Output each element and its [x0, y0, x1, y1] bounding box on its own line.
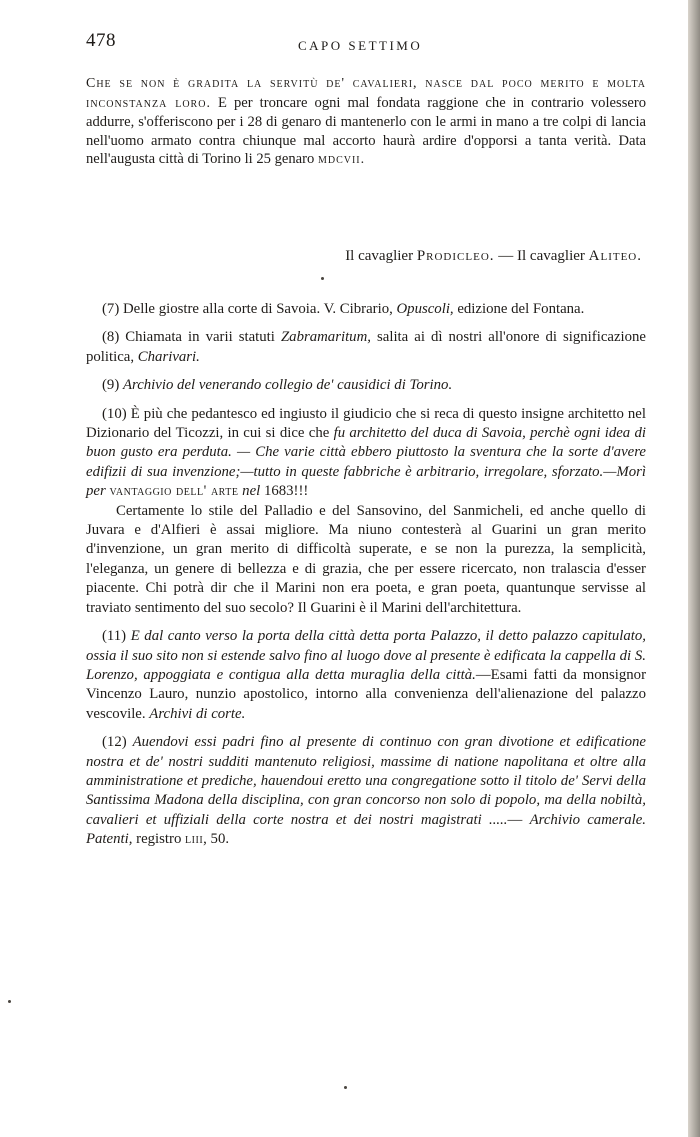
- note-10-year: 1683!!!: [263, 483, 309, 500]
- signature-name-prodicleo: Prodicleo.: [416, 248, 495, 264]
- note-8: [86, 328, 646, 367]
- note-9-italic: Archivio del venerando collegio de' causidici di Torino.: [122, 377, 453, 394]
- signature-prefix-1: Il cavaglier: [345, 248, 417, 264]
- note-12-italic-quote: Auendovi essi padri fino al presente di continuo con gran divotione et edificatione nostra et de' nostri sudditi mantenuto religiosi, massime di natione napolitana et oltre alla amministratione et prediche, hauendoui eretto una congregatione sotto il titolo de' Servi della Santissima Madona della disciplina, con gran concorso non solo di popolo, ma della nobiltà, cavalieri et uffiziali della corte nostra et dei nostri magistrati .....: [86, 734, 646, 828]
- note-8-text-mid: salita ai dì nostri all'onore di significazione politica,: [86, 329, 646, 365]
- note-10: [86, 405, 646, 502]
- ink-speck: [8, 1000, 11, 1003]
- page-header: [86, 30, 646, 60]
- note-11-italic-quote: E dal canto verso la porta della città detta porta Palazzo, il detto palazzo capitulato, ossia il suo sito non si estende salvo fino al luogo dove al presente è edificata la cappella di S. Lorenzo, appoggiata e contigua alla detta muraglia della città.: [86, 628, 646, 683]
- note-11-text: —Esami fatti da monsignor Vincenzo Lauro, nunzio apostolico, intorno alla convenienza dell'alienazione del palazzo vescovile.: [86, 666, 646, 722]
- note-10-italic-nel: nel: [238, 483, 264, 500]
- document-closing-paragraph: [86, 74, 646, 170]
- note-11-number: (11): [102, 628, 131, 645]
- note-8-italic: Zabramaritum,: [280, 329, 371, 346]
- note-10-italic-quote: fu architetto del duca di Savoia, perchè ogni idea di buon gusto era perduta. — Che varie città ebbero piuttosto la sventura che la sorte d'avere edifizii di sua invenzione;—tutto in queste fabbriche è arbitrario, irregolare, sforzato.—Morì per: [86, 425, 646, 500]
- note-8-text: (8) Chiamata in varii statuti: [102, 329, 281, 346]
- note-12-roman-numeral: liii: [185, 831, 204, 848]
- note-9: [86, 376, 646, 395]
- book-spine-edge: [688, 0, 700, 1137]
- signature-separator: —: [494, 248, 518, 264]
- date-roman-numeral: mdcvii.: [317, 152, 366, 168]
- note-10-small-caps: vantaggio dell' arte: [109, 483, 239, 500]
- note-7-text-end: edizione del Fontana.: [453, 301, 585, 317]
- note-8-italic-end: Charivari.: [137, 348, 200, 365]
- closing-text: E per troncare ogni mal fondata raggione che in contrario volessero addurre, s'offeriscono per i 28 di genaro di mantenerlo con le armi in mano a tre colpi di lancia nell'uomo armato contra chiunque mal accorto haurà ardire d'opporsi a tanta verità. Data nell'augusta città di Torino li 25 genaro: [86, 94, 647, 168]
- ink-speck: [321, 277, 324, 280]
- page-number: 478: [86, 30, 116, 51]
- footnotes: [86, 300, 646, 859]
- ink-speck: [344, 1086, 347, 1089]
- note-12: [86, 733, 646, 849]
- note-12-text: registro: [132, 831, 186, 848]
- note-12-italic-source: Archivio camerale. Patenti,: [86, 811, 646, 848]
- signature-prefix-2: Il cavaglier: [517, 248, 589, 264]
- note-7-italic: Opuscoli,: [396, 301, 454, 317]
- note-11: [86, 627, 646, 724]
- note-9-number: (9): [102, 377, 123, 394]
- small-caps-opening: Che se non è gradita la servitù de' cavalieri, nasce dal poco merito e molta inconstanza loro.: [86, 76, 646, 111]
- note-7-text: (7) Delle giostre alla corte di Savoia. V. Cibrario,: [102, 301, 397, 317]
- note-11-italic-source: Archivi di corte.: [149, 705, 246, 722]
- note-12-text-end: , 50.: [203, 831, 230, 848]
- note-10-continuation: Certamente lo stile del Palladio e del Sansovino, del Sanmicheli, ed anche quello di Juvara e d'Alfieri è assai migliore. Ma niuno contesterà al Guarini un gran merito d'invenzione, un gran merito di difficoltà superate, e se non la purezza, la semplicità, l'eleganza, un genere di bellezza e di grazia, che per essere ricercato, non tralascia d'esser piacente. Chi potrà dir che il Marini non era poeta, e gran poeta, quantunque servisse al traviato sentimento del suo secolo? Il Guarini è il Marini dell'architettura.: [86, 502, 646, 616]
- signature-line: [86, 248, 642, 265]
- note-12-number: (12): [102, 734, 133, 751]
- note-10-text: (10) È più che pedantesco ed ingiusto il giudicio che si reca di questo insigne architetto nel Dizionario del Ticozzi, in cui si dice che: [86, 405, 646, 442]
- note-7: [86, 300, 646, 319]
- note-12-dash: —: [507, 811, 530, 828]
- signature-name-aliteo: Aliteo.: [588, 248, 642, 264]
- running-title: CAPO SETTIMO: [298, 38, 423, 53]
